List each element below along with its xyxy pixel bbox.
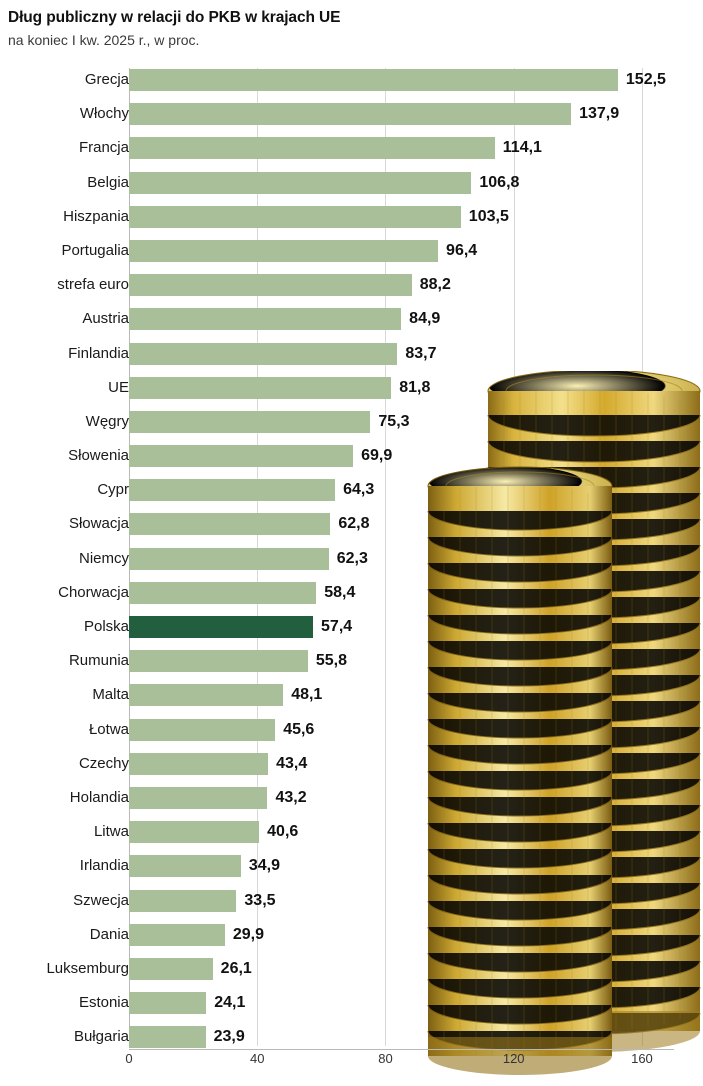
category-label: Grecja <box>84 71 129 88</box>
bar-value-label: 43,2 <box>275 788 307 806</box>
x-axis-tick-label: 40 <box>250 1051 265 1066</box>
chart-row <box>0 781 703 815</box>
bar-value-label: 29,9 <box>232 925 264 943</box>
bar-value-label: 58,4 <box>324 583 356 601</box>
bar <box>129 172 471 194</box>
chart-row <box>0 644 703 678</box>
category-label: Włochy <box>79 105 129 123</box>
bar-value-label: 57,4 <box>321 618 353 635</box>
category-label: Słowenia <box>68 447 129 465</box>
category-label: Bułgaria <box>73 1028 129 1046</box>
category-label: Litwa <box>93 823 129 841</box>
chart-row <box>0 918 703 952</box>
bar <box>129 445 353 467</box>
bar-value-label: 33,5 <box>244 891 276 909</box>
chart-row <box>0 986 703 1020</box>
bar-value-label: 23,9 <box>213 1028 245 1046</box>
bar <box>129 821 259 843</box>
chart-row <box>0 371 703 405</box>
chart-row <box>0 439 703 473</box>
chart-row <box>0 713 703 747</box>
axis-line <box>129 1049 674 1050</box>
chart-row <box>0 302 703 336</box>
category-label: Hiszpania <box>63 207 129 225</box>
bar <box>129 616 313 638</box>
bar-value-label: 26,1 <box>220 959 252 977</box>
bar <box>129 103 571 125</box>
page-title: Dług publiczny w relacji do PKB w krajach UE <box>8 9 341 26</box>
category-label: Łotwa <box>88 720 129 738</box>
bar-value-label: 43,4 <box>276 754 308 772</box>
bar <box>129 69 618 91</box>
bar <box>129 411 370 433</box>
category-label: Rumunia <box>68 652 129 670</box>
bar <box>129 137 495 159</box>
bar <box>129 479 335 501</box>
bar <box>129 855 241 877</box>
chart-row <box>0 200 703 234</box>
bar-value-label: 45,6 <box>283 720 315 738</box>
bar <box>129 719 275 741</box>
bar-value-label: 106,8 <box>479 173 520 191</box>
bar-value-label: 84,9 <box>409 310 441 328</box>
category-label: Estonia <box>78 994 129 1012</box>
chart-row <box>0 747 703 781</box>
chart-row <box>0 131 703 165</box>
category-label: Chorwacja <box>58 583 129 601</box>
bar-value-label: 103,5 <box>468 207 509 225</box>
bar <box>129 377 391 399</box>
bar-value-label: 40,6 <box>267 823 299 841</box>
bar <box>129 924 225 946</box>
category-label: Węgry <box>85 412 129 430</box>
bar-value-label: 55,8 <box>315 652 348 670</box>
chart-row <box>0 268 703 302</box>
bar-value-label: 62,8 <box>338 515 370 533</box>
bar <box>129 308 401 330</box>
bar <box>129 992 206 1014</box>
x-axis-tick-label: 80 <box>378 1051 393 1066</box>
category-label: Holandia <box>69 788 129 806</box>
bar-value-label: 69,9 <box>361 447 393 465</box>
chart-row <box>0 952 703 986</box>
bar <box>129 274 412 296</box>
chart-row <box>0 884 703 918</box>
bar <box>129 753 268 775</box>
bar-value-label: 137,9 <box>579 105 620 123</box>
chart-row <box>0 473 703 507</box>
chart-row <box>0 815 703 849</box>
x-axis-tick-label: 0 <box>125 1051 133 1066</box>
bar <box>129 650 308 672</box>
bar <box>129 240 438 262</box>
chart-row <box>0 97 703 131</box>
chart-row <box>0 337 703 371</box>
chart-row <box>0 849 703 883</box>
category-label: Luksemburg <box>46 959 129 977</box>
category-label: strefa euro <box>57 276 129 294</box>
category-label: Austria <box>82 310 129 328</box>
bar-rows <box>0 63 703 1054</box>
bar-value-label: 64,3 <box>343 481 375 499</box>
category-label: UE <box>108 378 129 396</box>
bar <box>129 684 283 706</box>
bar-value-label: 75,3 <box>378 412 410 430</box>
bar-value-label: 114,1 <box>502 139 542 157</box>
chart-row <box>0 576 703 610</box>
chart-row <box>0 610 703 644</box>
bar-value-label: 62,3 <box>336 549 368 567</box>
category-label: Dania <box>89 925 129 943</box>
bar <box>129 1026 206 1048</box>
category-label: Polska <box>83 618 129 635</box>
x-axis-tick-label: 120 <box>502 1051 525 1066</box>
chart-row <box>0 63 703 97</box>
plot-area <box>0 63 703 1066</box>
category-label: Belgia <box>87 173 129 191</box>
bar-value-label: 96,4 <box>446 241 478 259</box>
chart-row <box>0 542 703 576</box>
chart-row <box>0 166 703 200</box>
category-label: Malta <box>92 686 129 704</box>
bar-value-label: 152,5 <box>625 71 666 88</box>
category-label: Francja <box>78 139 129 157</box>
bar <box>129 787 267 809</box>
bar <box>129 958 213 980</box>
chart-subtitle: na koniec I kw. 2025 r., w proc. <box>8 32 200 48</box>
bar <box>129 582 316 604</box>
category-label: Słowacja <box>68 515 129 533</box>
chart-row <box>0 678 703 712</box>
chart-row <box>0 507 703 541</box>
bar <box>129 548 329 570</box>
category-label: Portugalia <box>61 241 129 259</box>
category-label: Finlandia <box>68 344 129 362</box>
bar-value-label: 81,8 <box>399 378 431 396</box>
category-label: Niemcy <box>78 549 129 567</box>
chart-row <box>0 234 703 268</box>
x-axis-tick-label: 160 <box>631 1051 653 1066</box>
category-label: Cypr <box>97 481 129 499</box>
bar-value-label: 34,9 <box>248 857 281 875</box>
bar-value-label: 83,7 <box>405 344 437 362</box>
bar <box>129 513 330 535</box>
category-label: Szwecja <box>73 891 129 909</box>
bar-value-label: 88,2 <box>419 276 451 294</box>
bar-value-label: 48,1 <box>291 686 323 704</box>
chart-header <box>8 8 698 50</box>
x-axis <box>0 1049 703 1073</box>
bar-value-label: 24,1 <box>214 994 246 1012</box>
bar <box>129 343 397 365</box>
category-label: Irlandia <box>79 857 129 875</box>
chart-row <box>0 405 703 439</box>
bar <box>129 890 236 912</box>
bar <box>129 206 461 228</box>
category-label: Czechy <box>78 754 129 772</box>
